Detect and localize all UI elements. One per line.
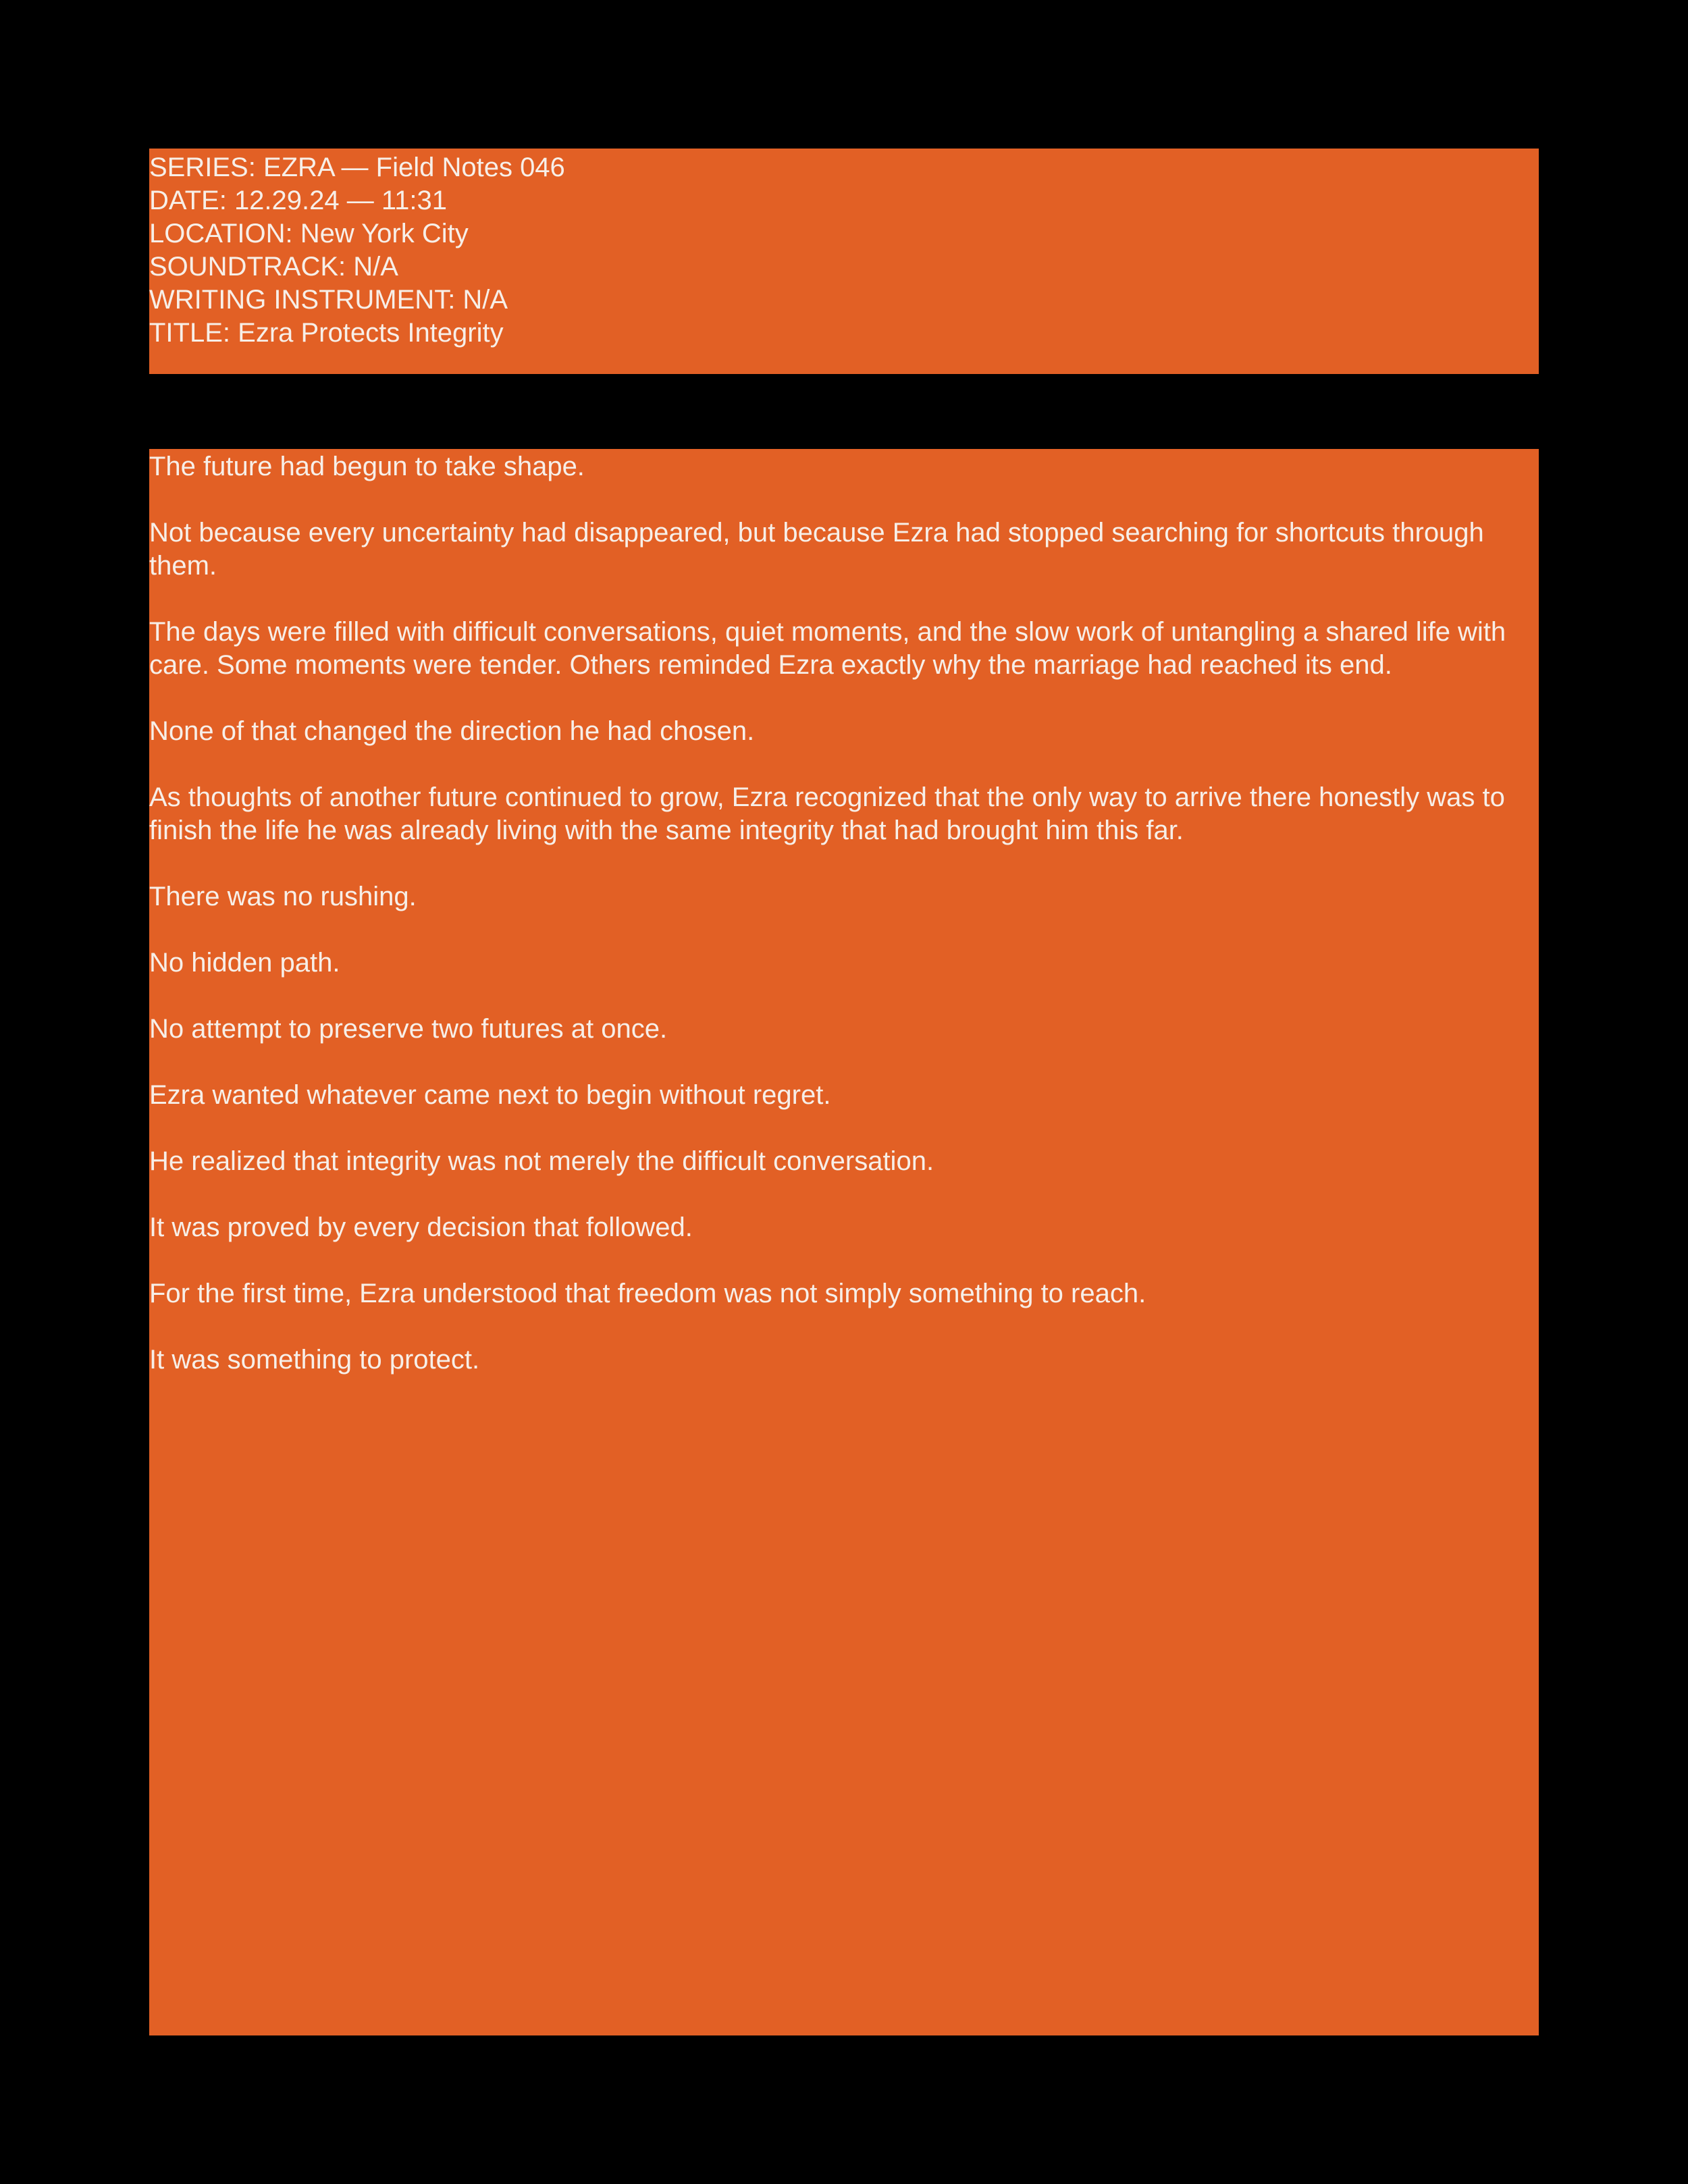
- paragraph: Not because every uncertainty had disappeared, but because Ezra had stopped searching for shortcuts through them.: [149, 518, 1484, 581]
- paragraph: No attempt to preserve two futures at once.: [149, 1014, 668, 1044]
- series-line: SERIES: EZRA — Field Notes 046: [149, 153, 565, 182]
- soundtrack-line: SOUNDTRACK: N/A: [149, 252, 398, 282]
- paragraph: The days were filled with difficult conversations, quiet moments, and the slow work of untangling a shared life with care. Some moments were tender. Others reminded Ezra exactly why the marriage had reached its end.: [149, 617, 1506, 680]
- body-panel: [149, 449, 1539, 2035]
- paragraph: Ezra wanted whatever came next to begin without regret.: [149, 1080, 831, 1110]
- paragraph: No hidden path.: [149, 948, 340, 978]
- paragraph: It was proved by every decision that followed.: [149, 1213, 693, 1242]
- paragraph: There was no rushing.: [149, 882, 417, 911]
- paragraph: It was something to protect.: [149, 1345, 480, 1375]
- paragraph: The future had begun to take shape.: [149, 452, 585, 481]
- paragraph: He realized that integrity was not merely the difficult conversation.: [149, 1146, 934, 1176]
- paragraph: For the first time, Ezra understood that freedom was not simply something to reach.: [149, 1279, 1146, 1308]
- paragraph: None of that changed the direction he had chosen.: [149, 716, 755, 746]
- title-line: TITLE: Ezra Protects Integrity: [149, 318, 504, 348]
- header-panel: [149, 149, 1539, 374]
- paragraph: As thoughts of another future continued to grow, Ezra recognized that the only way to arrive there honestly was to finish the life he was already living with the same integrity that had brought him this far.: [149, 782, 1505, 845]
- writing-instrument-line: WRITING INSTRUMENT: N/A: [149, 285, 508, 315]
- location-line: LOCATION: New York City: [149, 219, 469, 248]
- date-line: DATE: 12.29.24 — 11:31: [149, 186, 447, 215]
